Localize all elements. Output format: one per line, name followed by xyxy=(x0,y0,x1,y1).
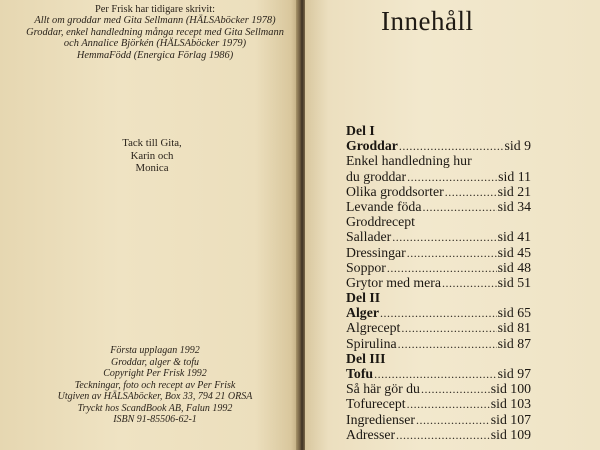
toc-entry-page: sid 41 xyxy=(497,229,531,245)
toc-entry-label: Del III xyxy=(346,350,386,366)
toc-entry-page: sid 45 xyxy=(497,244,531,260)
toc-entry-page: sid 97 xyxy=(497,366,531,381)
toc-entry-page: sid 21 xyxy=(497,183,531,199)
toc-entry-page: sid 109 xyxy=(490,426,531,442)
toc-entry-label: Dressingar xyxy=(346,244,406,260)
toc-entry xyxy=(346,320,531,335)
toc-entry-label: Adresser xyxy=(346,426,396,442)
toc-entry-page: sid 81 xyxy=(497,320,531,336)
toc-leader-dots xyxy=(421,382,490,397)
colophon-line: Groddar, alger & tofu xyxy=(111,356,199,368)
toc-entry-page: sid 107 xyxy=(490,411,531,427)
toc-entry-label: Så här gör du xyxy=(346,381,420,397)
toc-leader-dots xyxy=(398,337,497,352)
toc-leader-dots xyxy=(407,246,497,261)
toc-entry-page: sid 87 xyxy=(497,335,531,351)
toc-entry-label: Groddrecept xyxy=(346,214,415,230)
toc-entry xyxy=(346,260,531,275)
toc-entry-label: Ingredienser xyxy=(346,411,415,427)
toc-entry-page: sid 51 xyxy=(497,274,531,290)
acknowledgement xyxy=(92,137,212,175)
toc-leader-dots xyxy=(401,321,496,336)
toc-leader-dots xyxy=(416,413,490,428)
toc-entry-label: Del II xyxy=(346,290,381,306)
toc-entry xyxy=(346,351,531,366)
toc-entry-page: sid 9 xyxy=(504,138,531,154)
toc-entry xyxy=(346,366,531,381)
toc-entry xyxy=(346,381,531,396)
toc-leader-dots xyxy=(422,200,496,215)
colophon-line: Utgiven av HÄLSAböcker, Box 33, 794 21 ORSA xyxy=(57,391,253,402)
toc-entry-label: Soppor xyxy=(346,259,386,275)
toc-entry-label: Tofu xyxy=(346,366,374,381)
toc-entry xyxy=(346,290,531,305)
toc-entry xyxy=(346,169,531,184)
toc-entry xyxy=(346,123,531,138)
acknowledgement-line: Tack till Gita, xyxy=(122,137,182,149)
toc-entry xyxy=(346,184,531,199)
toc-leader-dots xyxy=(396,428,490,443)
colophon xyxy=(30,345,280,426)
previous-work-line: Groddar, enkel handledning många recept med Gita Sellmann xyxy=(26,26,284,38)
toc-leader-dots xyxy=(407,170,497,185)
toc-entry xyxy=(346,336,531,351)
toc-entry xyxy=(346,412,531,427)
previous-work-line: Allt om groddar med Gita Sellmann (HÄLSAböcker 1978) xyxy=(34,15,276,27)
toc-entry-page: sid 65 xyxy=(497,305,531,321)
toc-entry-label: Algrecept xyxy=(346,320,401,336)
toc-leader-dots xyxy=(407,397,490,412)
previous-works xyxy=(20,4,290,61)
toc-entry xyxy=(346,427,531,442)
toc-leader-dots xyxy=(442,276,497,291)
colophon-line: Första upplagan 1992 xyxy=(110,345,200,356)
page-title: Innehåll xyxy=(381,6,474,36)
toc-entry-label: Spirulina xyxy=(346,335,397,351)
toc-entry-label: Sallader xyxy=(346,229,392,245)
toc-entry xyxy=(346,199,531,214)
toc-entry-label: Enkel handledning hur xyxy=(346,153,472,169)
toc-entry xyxy=(346,138,531,153)
acknowledgement-line: Monica xyxy=(135,162,169,174)
toc-entry-label: Alger xyxy=(346,305,379,321)
toc-entry xyxy=(346,245,531,260)
toc-entry-label: Groddar xyxy=(346,138,398,154)
toc-entry-page: sid 11 xyxy=(498,168,531,184)
colophon-line: Teckningar, foto och recept av Per Frisk xyxy=(74,379,236,391)
toc-entry-label: Levande föda xyxy=(346,198,422,214)
toc-leader-dots xyxy=(380,306,497,321)
toc-entry-label: Del I xyxy=(346,123,375,138)
toc-leader-dots xyxy=(445,185,497,200)
acknowledgement-line: Karin och xyxy=(130,149,174,162)
toc-entry xyxy=(346,153,531,168)
toc-entry xyxy=(346,214,531,229)
toc-entry xyxy=(346,275,531,290)
toc-entry-page: sid 34 xyxy=(497,198,531,214)
toc-entry-page: sid 100 xyxy=(490,381,531,397)
toc-entry xyxy=(346,396,531,411)
toc-entry xyxy=(346,305,531,320)
previous-work-line: HemmaFödd (Energica Förlag 1986) xyxy=(76,49,234,61)
toc-entry-page: sid 48 xyxy=(497,259,531,275)
colophon-line: Copyright Per Frisk 1992 xyxy=(103,368,207,379)
toc-entry-label: Tofurecept xyxy=(346,396,406,412)
table-of-contents xyxy=(346,123,531,442)
toc-leader-dots xyxy=(392,230,496,245)
previous-works-heading: Per Frisk har tidigare skrivit: xyxy=(94,4,216,15)
toc-leader-dots xyxy=(374,367,497,382)
toc-entry-page: sid 103 xyxy=(490,396,531,412)
toc-entry xyxy=(346,229,531,244)
toc-leader-dots xyxy=(387,261,497,276)
toc-entry-label: du groddar xyxy=(346,168,407,184)
toc-entry-label: Grytor med mera xyxy=(346,274,442,290)
colophon-line: Tryckt hos ScandBook AB, Falun 1992 xyxy=(77,402,233,414)
toc-leader-dots xyxy=(399,139,504,154)
previous-work-line: och Annalice Björkén (HÄLSAböcker 1979) xyxy=(63,38,247,50)
colophon-line: ISBN 91-85506-62-1 xyxy=(113,414,197,425)
toc-entry-label: Olika groddsorter xyxy=(346,183,444,199)
